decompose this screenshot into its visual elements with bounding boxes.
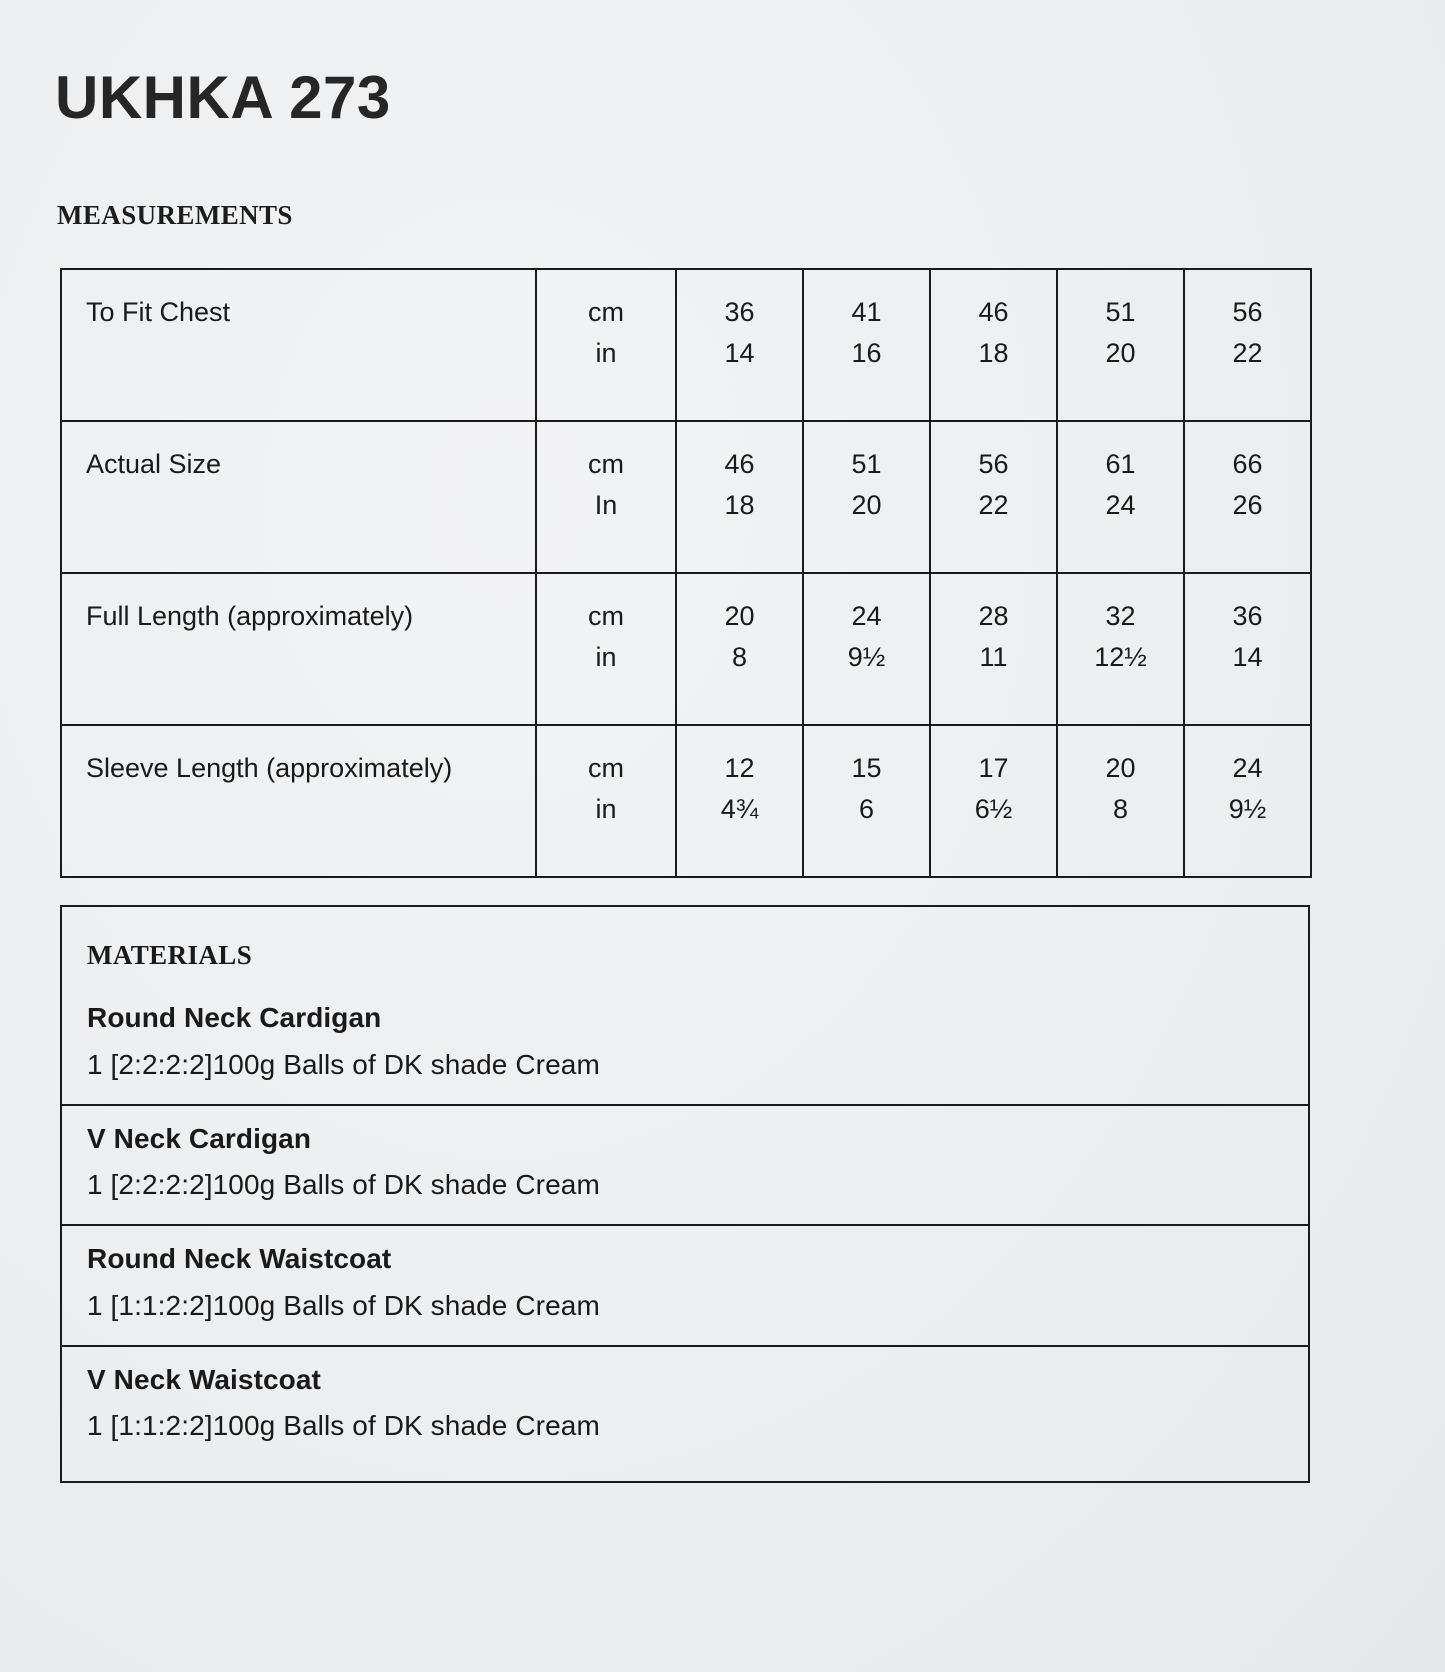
size-cell bbox=[1184, 421, 1311, 573]
size-cell bbox=[676, 573, 803, 725]
row-label-cell bbox=[61, 421, 536, 573]
materials-header bbox=[62, 907, 1308, 997]
row-units-cell bbox=[536, 269, 676, 421]
size-cell bbox=[1057, 573, 1184, 725]
value-imperial: 9½ bbox=[847, 642, 886, 673]
material-name: Round Neck Waistcoat bbox=[87, 1243, 392, 1275]
size-cell bbox=[1184, 573, 1311, 725]
value-imperial: 14 bbox=[1232, 642, 1263, 673]
unit-imperial: in bbox=[595, 338, 617, 369]
unit-metric: cm bbox=[588, 449, 624, 479]
value-imperial: 12½ bbox=[1094, 642, 1147, 673]
value-metric: 66 bbox=[1232, 449, 1263, 479]
size-cell bbox=[930, 725, 1057, 877]
measurements-heading: MEASUREMENTS bbox=[57, 200, 293, 230]
row-label: Sleeve Length (approximately) bbox=[86, 753, 453, 783]
size-cell bbox=[803, 421, 930, 573]
value-metric: 17 bbox=[978, 753, 1009, 783]
size-cell bbox=[1057, 725, 1184, 877]
material-quantity: 1 [1:1:2:2]100g Balls of DK shade Cream bbox=[87, 1410, 600, 1442]
size-cell bbox=[1057, 421, 1184, 573]
material-name: V Neck Waistcoat bbox=[87, 1363, 321, 1395]
value-imperial: 9½ bbox=[1228, 794, 1267, 825]
unit-imperial: in bbox=[595, 794, 617, 825]
row-label: Full Length (approximately) bbox=[86, 601, 414, 631]
material-name: Round Neck Cardigan bbox=[87, 1002, 382, 1033]
value-metric: 61 bbox=[1105, 449, 1136, 479]
row-label-cell bbox=[61, 269, 536, 421]
row-units-cell bbox=[536, 725, 676, 877]
row-units-cell bbox=[536, 421, 676, 573]
value-imperial: 18 bbox=[724, 490, 755, 521]
size-cell bbox=[803, 573, 930, 725]
size-cell bbox=[930, 573, 1057, 725]
value-metric: 51 bbox=[1105, 297, 1136, 327]
table-row bbox=[61, 725, 1311, 877]
value-metric: 12 bbox=[724, 753, 755, 783]
value-imperial: 18 bbox=[978, 338, 1009, 369]
unit-metric: cm bbox=[588, 601, 624, 631]
row-units-cell bbox=[536, 573, 676, 725]
size-cell bbox=[1184, 725, 1311, 877]
value-imperial: 20 bbox=[1105, 338, 1136, 369]
material-quantity: 1 [2:2:2:2]100g Balls of DK shade Cream bbox=[87, 1048, 600, 1080]
size-cell bbox=[676, 421, 803, 573]
size-cell bbox=[1184, 269, 1311, 421]
value-metric: 24 bbox=[851, 601, 882, 631]
size-cell bbox=[930, 269, 1057, 421]
row-label-cell bbox=[61, 725, 536, 877]
size-cell bbox=[803, 269, 930, 421]
row-label-cell bbox=[61, 573, 536, 725]
value-metric: 32 bbox=[1105, 601, 1136, 631]
value-imperial: 24 bbox=[1105, 490, 1136, 521]
value-metric: 24 bbox=[1232, 753, 1263, 783]
value-imperial: 22 bbox=[978, 490, 1009, 521]
value-metric: 51 bbox=[851, 449, 882, 479]
value-metric: 56 bbox=[1232, 297, 1263, 327]
value-imperial: 4¾ bbox=[720, 794, 759, 825]
value-metric: 28 bbox=[978, 601, 1009, 631]
value-metric: 46 bbox=[978, 297, 1009, 327]
materials-section bbox=[60, 905, 1310, 1483]
value-imperial: 11 bbox=[979, 642, 1008, 673]
measurements-table bbox=[60, 268, 1312, 878]
unit-imperial: In bbox=[594, 490, 618, 521]
size-cell bbox=[676, 725, 803, 877]
value-imperial: 22 bbox=[1232, 338, 1263, 369]
list-item bbox=[62, 1345, 1308, 1482]
table-row bbox=[61, 269, 1311, 421]
unit-metric: cm bbox=[588, 753, 624, 783]
list-item bbox=[62, 1104, 1308, 1225]
value-metric: 20 bbox=[724, 601, 755, 631]
size-cell bbox=[930, 421, 1057, 573]
unit-imperial: in bbox=[595, 642, 617, 673]
value-metric: 56 bbox=[978, 449, 1009, 479]
table-row bbox=[61, 421, 1311, 573]
value-imperial: 6½ bbox=[974, 794, 1013, 825]
value-metric: 20 bbox=[1105, 753, 1136, 783]
value-metric: 46 bbox=[724, 449, 755, 479]
value-metric: 41 bbox=[851, 297, 882, 327]
size-cell bbox=[676, 269, 803, 421]
value-imperial: 20 bbox=[851, 490, 882, 521]
value-imperial: 8 bbox=[731, 642, 748, 673]
value-imperial: 14 bbox=[724, 338, 755, 369]
value-metric: 36 bbox=[724, 297, 755, 327]
size-cell bbox=[803, 725, 930, 877]
table-row bbox=[61, 573, 1311, 725]
list-item bbox=[62, 1224, 1308, 1345]
row-label: Actual Size bbox=[86, 449, 222, 479]
row-label: To Fit Chest bbox=[86, 297, 231, 327]
value-imperial: 6 bbox=[858, 794, 875, 825]
value-imperial: 16 bbox=[851, 338, 882, 369]
value-metric: 36 bbox=[1232, 601, 1263, 631]
page-title: UKHKA 273 bbox=[55, 64, 391, 131]
material-name: V Neck Cardigan bbox=[87, 1122, 312, 1154]
material-quantity: 1 [2:2:2:2]100g Balls of DK shade Cream bbox=[87, 1169, 600, 1201]
list-item bbox=[62, 997, 1308, 1104]
material-quantity: 1 [1:1:2:2]100g Balls of DK shade Cream bbox=[87, 1289, 600, 1321]
unit-metric: cm bbox=[588, 297, 624, 327]
value-metric: 15 bbox=[851, 753, 882, 783]
materials-heading: MATERIALS bbox=[87, 940, 253, 970]
value-imperial: 8 bbox=[1112, 794, 1129, 825]
size-cell bbox=[1057, 269, 1184, 421]
value-imperial: 26 bbox=[1232, 490, 1263, 521]
